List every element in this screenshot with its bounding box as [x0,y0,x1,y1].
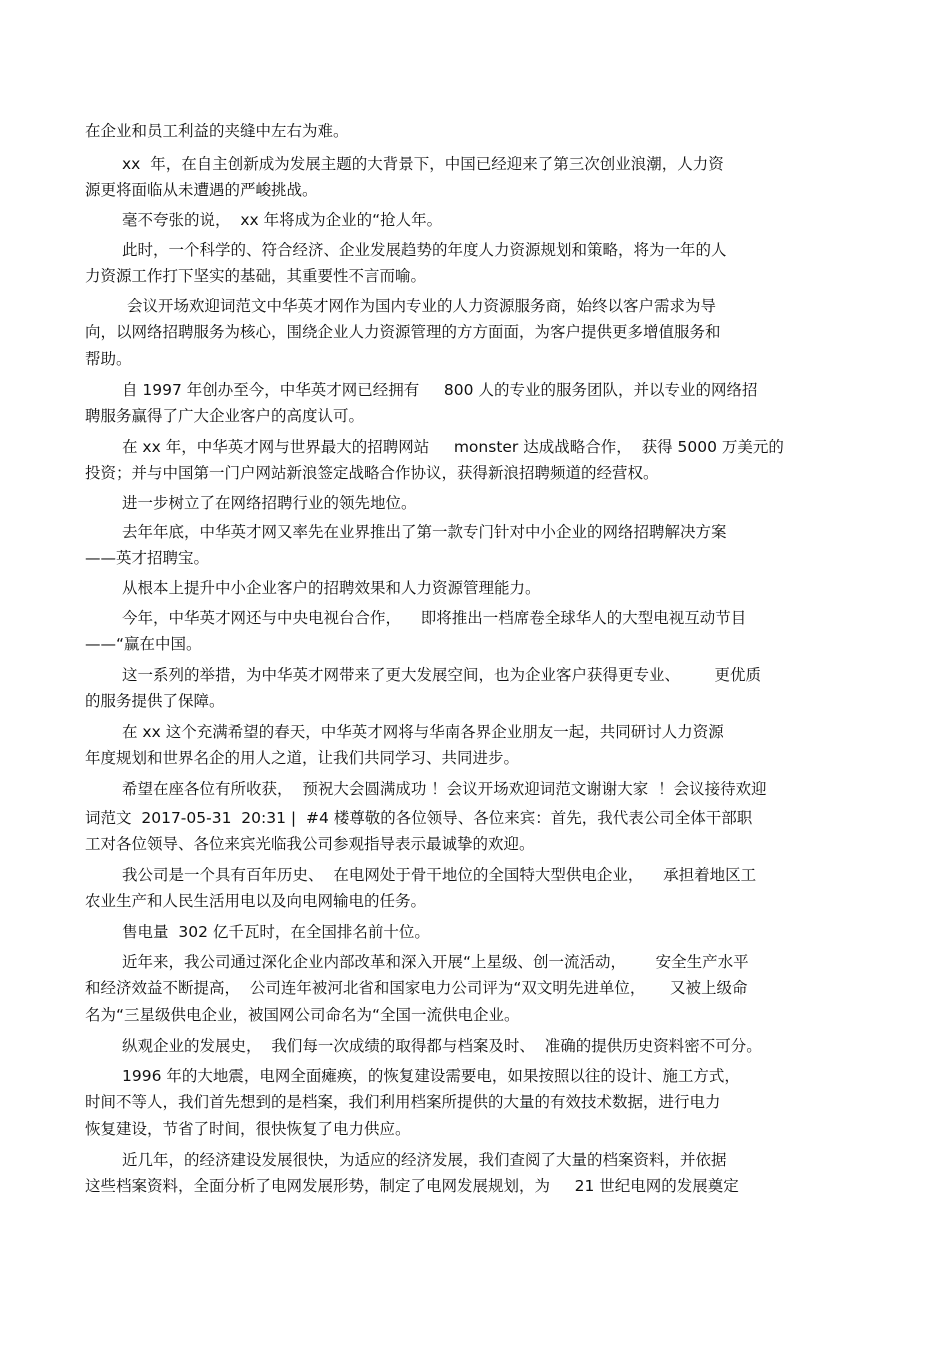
text-line: 聘服务赢得了广大企业客户的高度认可。 [85,407,365,425]
text-line: ——英才招聘宝。 [85,549,210,567]
text-line: 会议开场欢迎词范文中华英才网作为国内专业的人力资源服务商，始终以客户需求为导 [127,297,717,315]
text-line: 的服务提供了保障。 [85,692,225,710]
text-line: 源更将面临从未遭遇的严峻挑战。 [85,181,318,199]
text-line: 毫不夸张的说， xx 年将成为企业的“抢人年。 [122,211,443,229]
text-line: 这些档案资料，全面分析了电网发展形势，制定了电网发展规划，为 21 世纪电网的发展奠定 [85,1177,739,1195]
text-line: 帮助。 [85,350,132,368]
text-line: 去年年底，中华英才网又率先在业界推出了第一款专门针对中小企业的网络招聘解决方案 [122,523,727,541]
text-line: 和经济效益不断提高， 公司连年被河北省和国家电力公司评为“双文明先进单位， 又被上级命 [85,979,748,997]
text-line: 希望在座各位有所收获， 预祝大会圆满成功 ！会议开场欢迎词范文谢谢大家 ！会议接待欢迎 [122,780,767,798]
text-line: 农业生产和人民生活用电以及向电网输电的任务。 [85,892,427,910]
text-line: 纵观企业的发展史， 我们每一次成绩的取得都与档案及时、 准确的提供历史资料密不可分。 [122,1037,762,1055]
text-line: 售电量 302 亿千瓦时，在全国排名前十位。 [122,923,430,941]
text-line: 此时，一个科学的、符合经济、企业发展趋势的年度人力资源规划和策略，将为一年的人 [122,241,727,259]
text-line: 在 xx 这个充满希望的春天，中华英才网将与华南各界企业朋友一起，共同研讨人力资源 [122,723,724,741]
text-line: 近年来，我公司通过深化企业内部改革和深入开展“上星级、创一流活动， 安全生产水平 [122,953,749,971]
text-line: 名为“三星级供电企业，被国网公司命名为“全国一流供电企业。 [85,1006,520,1024]
text-line: 近几年，的经济建设发展很快，为适应的经济发展，我们查阅了大量的档案资料，并依据 [122,1151,727,1169]
text-line: 年度规划和世界名企的用人之道，让我们共同学习、共同进步。 [85,749,520,767]
text-line: 自 1997 年创办至今，中华英才网已经拥有 800 人的专业的服务团队，并以专业的网络招 [122,381,758,399]
text-line: 恢复建设，节省了时间，很快恢复了电力供应。 [85,1120,411,1138]
text-line: ——“赢在中国。 [85,635,202,653]
text-line: 进一步树立了在网络招聘行业的领先地位。 [122,494,417,512]
text-line: xx 年，在自主创新成为发展主题的大背景下，中国已经迎来了第三次创业浪潮，人力资 [122,155,724,173]
text-line: 时间不等人，我们首先想到的是档案，我们利用档案所提供的大量的有效技术数据，进行电力 [85,1093,721,1111]
text-line: 向，以网络招聘服务为核心，围绕企业人力资源管理的方方面面，为客户提供更多增值服务和 [85,323,721,341]
text-line: 投资；并与中国第一门户网站新浪签定战略合作协议，获得新浪招聘频道的经营权。 [85,464,659,482]
text-line: 我公司是一个具有百年历史、 在电网处于骨干地位的全国特大型供电企业， 承担着地区工 [122,866,757,884]
text-line: 在 xx 年，中华英才网与世界最大的招聘网站 monster 达成战略合作， 获得 5000 万美元的 [122,438,784,456]
text-line: 工对各位领导、各位来宾光临我公司参观指导表示最诚挚的欢迎。 [85,835,535,853]
text-line: 从根本上提升中小企业客户的招聘效果和人力资源管理能力。 [122,579,541,597]
text-line: 今年，中华英才网还与中央电视台合作， 即将推出一档席卷全球华人的大型电视互动节目 [122,609,747,627]
text-line: 词范文 2017-05-31 20:31 | #4 楼尊敬的各位领导、各位来宾：首先，我代表公司全体干部职 [85,809,753,827]
text-line: 1996 年的大地震，电网全面瘫痪，的恢复建设需要电，如果按照以往的设计、施工方式， [122,1067,740,1085]
text-line: 这一系列的举措，为中华英才网带来了更大发展空间，也为企业客户获得更专业、 更优质 [122,666,761,684]
text-line: 力资源工作打下坚实的基础，其重要性不言而喻。 [85,267,427,285]
text-line: 在企业和员工利益的夹缝中左右为难。 [85,122,349,140]
